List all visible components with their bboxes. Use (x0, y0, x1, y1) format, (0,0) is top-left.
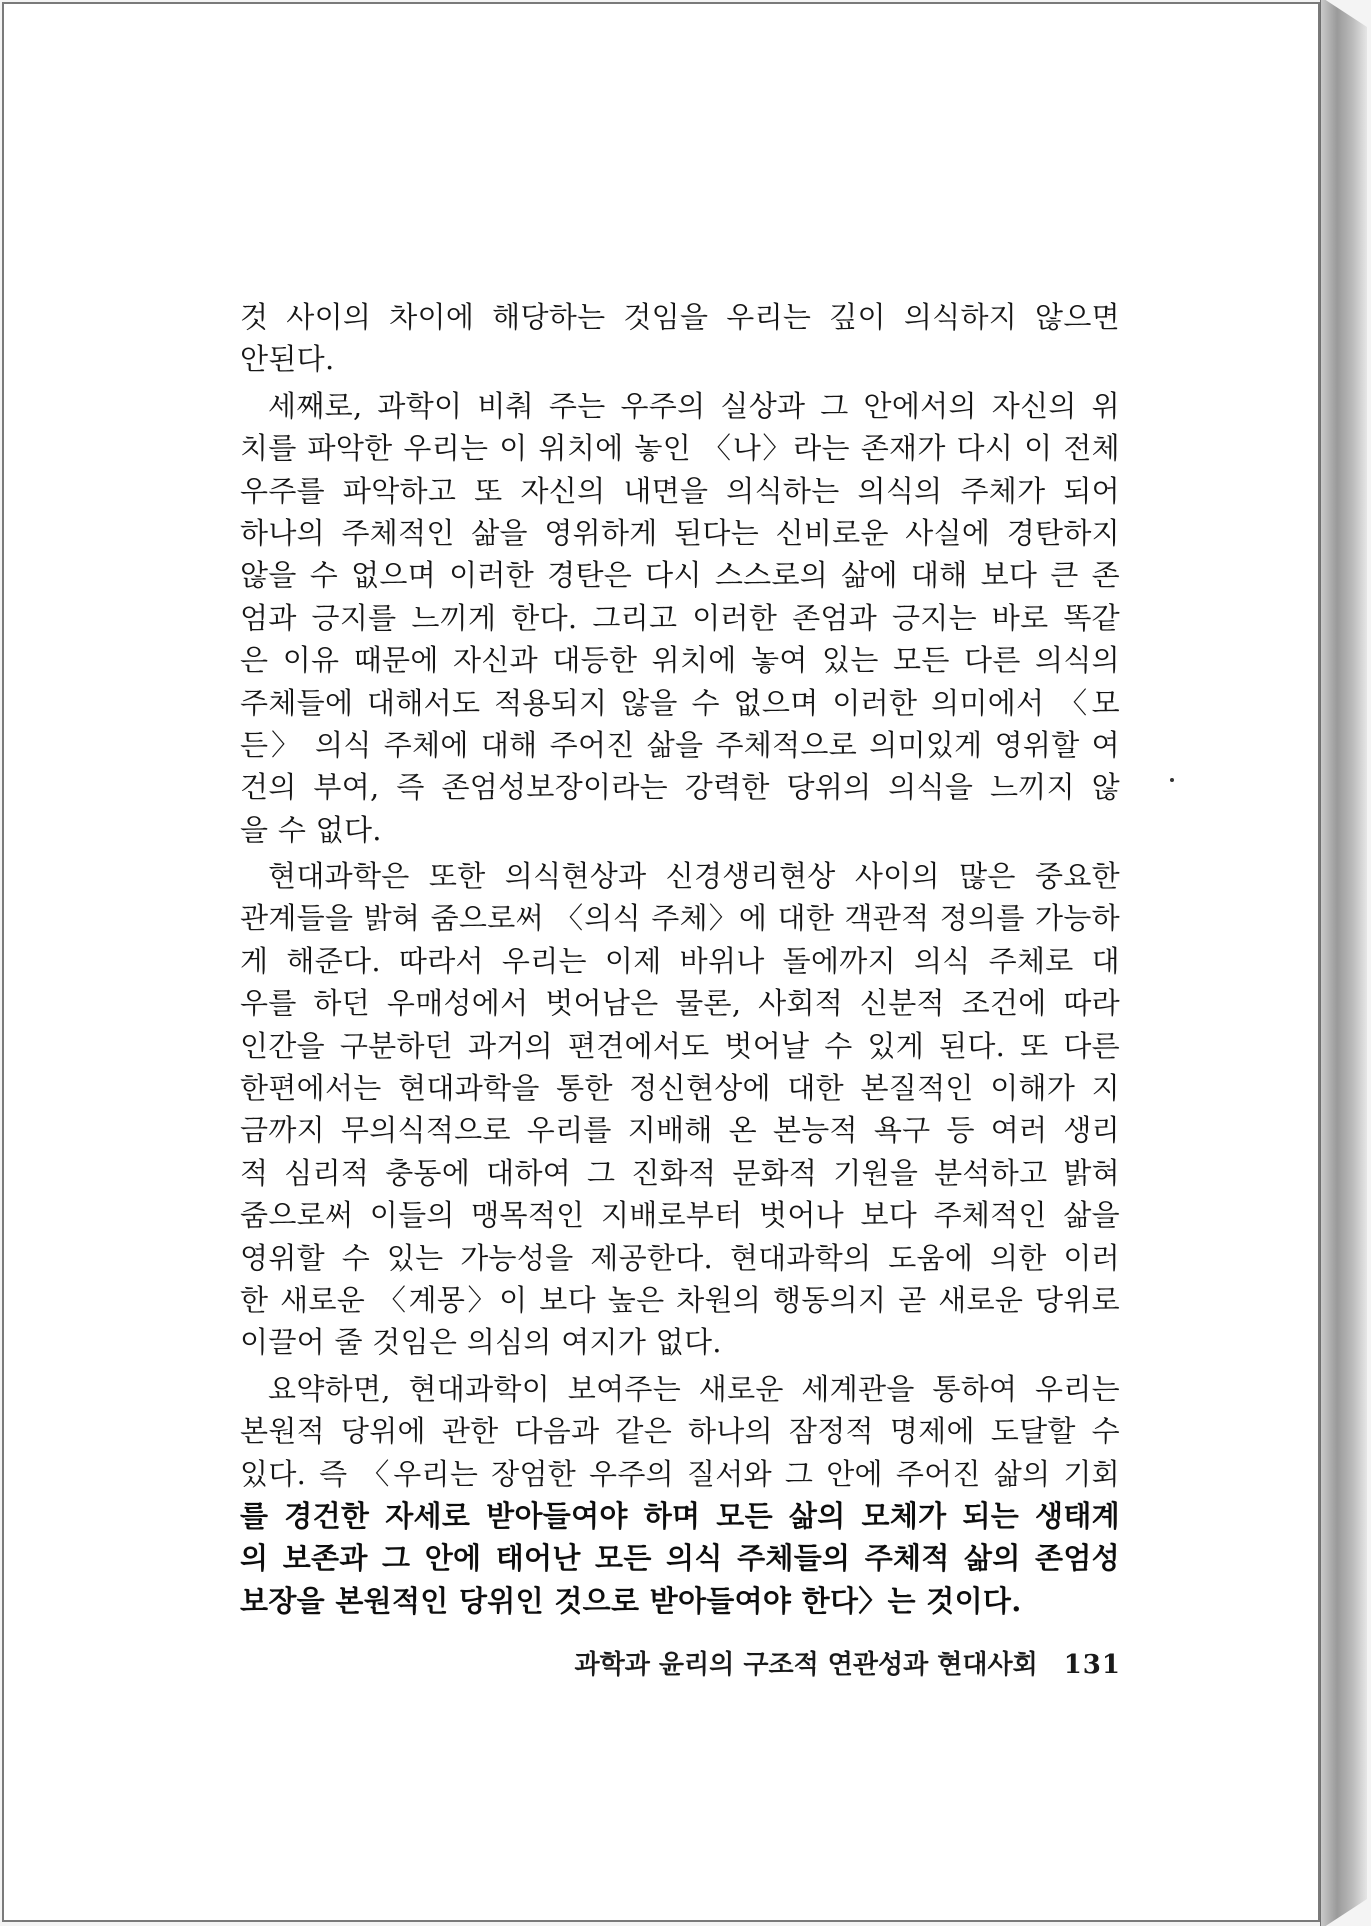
text-line: 적 심리적 충동에 대하여 그 진화적 문화적 기원을 분석하고 밝혀 (240, 1155, 1120, 1190)
text-line: 현대과학은 또한 의식현상과 신경생리현상 사이의 많은 중요한 (268, 859, 1120, 894)
page-edge-shadow (1320, 0, 1367, 1926)
text-line: 든〉 의식 주체에 대해 주어진 삶을 주체적으로 의미있게 영위할 여 (240, 727, 1120, 762)
text-line: 엄과 긍지를 느끼게 한다. 그리고 이러한 존엄과 긍지는 바로 똑같 (240, 600, 1120, 635)
text-line: 우를 하던 우매성에서 벗어남은 물론, 사회적 신분적 조건에 따라 (240, 986, 1120, 1021)
text-line: 세째로, 과학이 비춰 주는 우주의 실상과 그 안에서의 자신의 위 (268, 388, 1120, 423)
text-line: 영위할 수 있는 가능성을 제공한다. 현대과학의 도움에 의한 이러 (240, 1240, 1120, 1275)
text-line: 있다. 즉 〈우리는 장엄한 우주의 질서와 그 안에 주어진 삶의 기회 (240, 1456, 1120, 1491)
text-line: 주체들에 대해서도 적용되지 않을 수 없으며 이러한 의미에서 〈모 (240, 685, 1120, 720)
text-line: 치를 파악한 우리는 이 위치에 놓인 〈나〉라는 존재가 다시 이 전체 (240, 431, 1120, 466)
print-speck (1170, 778, 1174, 782)
text-line: 를 경건한 자세로 받아들여야 하며 모든 삶의 모체가 되는 생태계 (240, 1498, 1120, 1533)
text-line: 줌으로써 이들의 맹목적인 지배로부터 벗어나 보다 주체적인 삶을 (240, 1198, 1120, 1233)
text-line: 안된다. (240, 342, 335, 377)
text-line: 않을 수 없으며 이러한 경탄은 다시 스스로의 삶에 대해 보다 큰 존 (240, 558, 1120, 593)
text-line: 한편에서는 현대과학을 통한 정신현상에 대한 본질적인 이해가 지 (240, 1071, 1120, 1106)
text-line: 것 사이의 차이에 해당하는 것임을 우리는 깊이 의식하지 않으면 (240, 300, 1120, 334)
text-line: 보장을 본원적인 당위인 것으로 받아들여야 한다〉는 것이다. (240, 1583, 1022, 1618)
text-line: 을 수 없다. (240, 812, 382, 847)
text-line: 인간을 구분하던 과거의 편견에서도 벗어날 수 있게 된다. 또 다른 (240, 1028, 1120, 1063)
page-number: 131 (1063, 1650, 1121, 1680)
text-line: 의 보존과 그 안에 태어난 모든 의식 주체들의 주체적 삶의 존엄성 (240, 1541, 1120, 1576)
text-line: 우주를 파악하고 또 자신의 내면을 의식하는 의식의 주체가 되어 (240, 473, 1120, 508)
text-line: 건의 부여, 즉 존엄성보장이라는 강력한 당위의 의식을 느끼지 않 (240, 770, 1120, 805)
text-line: 본원적 당위에 관한 다음과 같은 하나의 잠정적 명제에 도달할 수 (240, 1414, 1120, 1449)
body-text (240, 296, 1120, 1622)
text-line: 요약하면, 현대과학이 보여주는 새로운 세계관을 통하여 우리는 (268, 1371, 1120, 1406)
page-footer (575, 1644, 1121, 1681)
text-line: 하나의 주체적인 삶을 영위하게 된다는 신비로운 사실에 경탄하지 (240, 515, 1120, 550)
text-line: 관계들을 밝혀 줌으로써 〈의식 주체〉에 대한 객관적 정의를 가능하 (240, 901, 1120, 936)
text-line: 은 이유 때문에 자신과 대등한 위치에 놓여 있는 모든 다른 의식의 (240, 643, 1120, 678)
text-line: 게 해준다. 따라서 우리는 이제 바위나 돌에까지 의식 주체로 대 (240, 943, 1120, 978)
text-line: 한 새로운 〈계몽〉이 보다 높은 차원의 행동의지 곧 새로운 당위로 (240, 1282, 1120, 1317)
text-line: 금까지 무의식적으로 우리를 지배해 온 본능적 욕구 등 여러 생리 (240, 1113, 1120, 1148)
text-line: 이끌어 줄 것임은 의심의 여지가 없다. (240, 1325, 722, 1360)
running-title: 과학과 윤리의 구조적 연관성과 현대사회 (574, 1650, 1038, 1680)
